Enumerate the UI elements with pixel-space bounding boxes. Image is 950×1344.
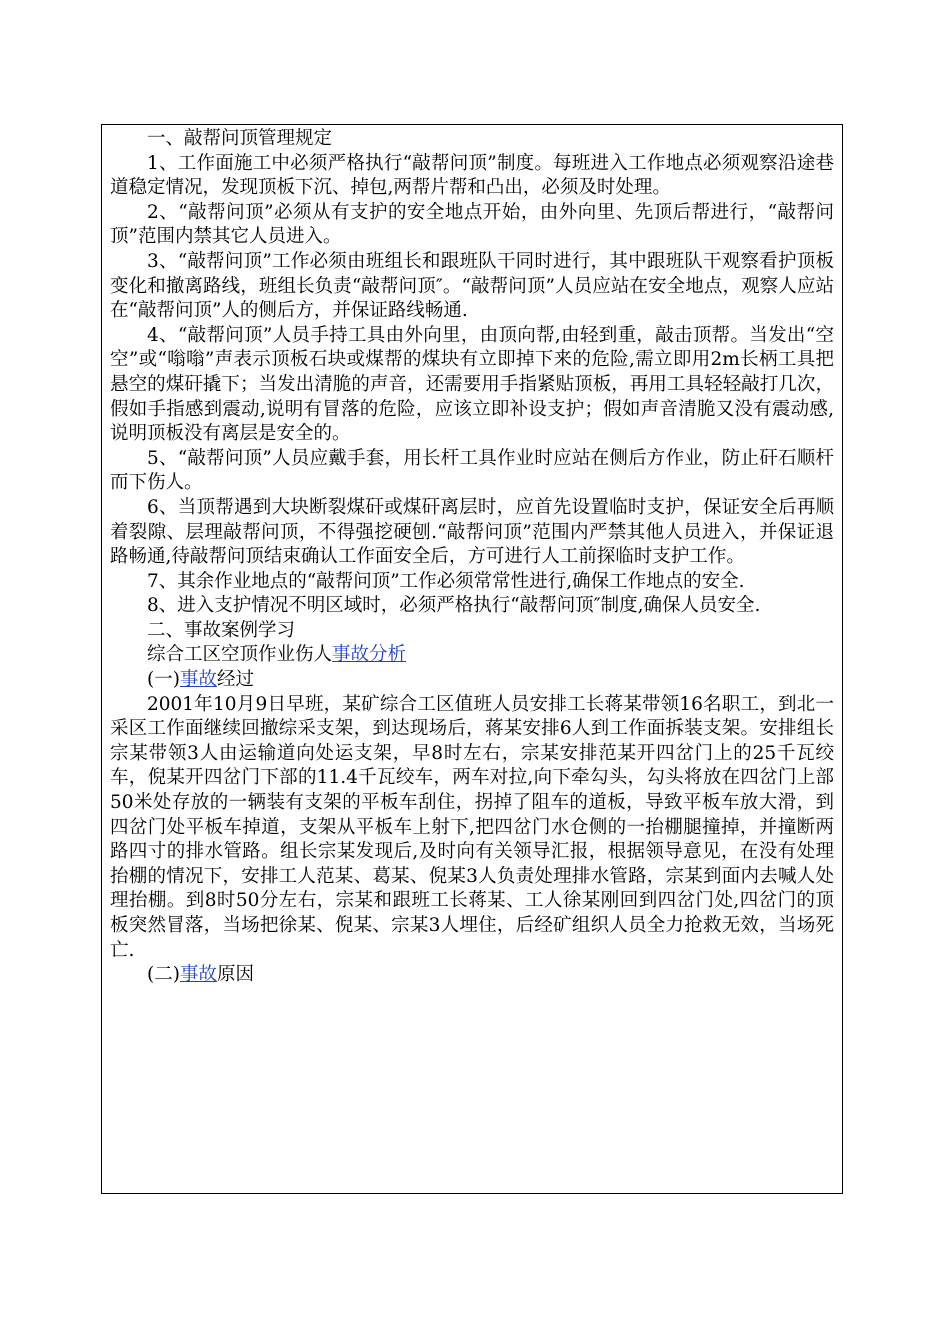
part-2-label: 原因 xyxy=(216,964,254,986)
part-1-heading xyxy=(110,668,834,693)
section-heading-rules: 一、敲帮问顶管理规定 xyxy=(147,128,333,149)
rule-1: 1、工作面施工中必须严格执行“敲帮问顶”制度。每班进入工作地点必须观察沿途巷道稳定情况，发现顶板下沉、掉包,两帮片帮和凸出，必须及时处理。 xyxy=(110,152,834,199)
rule-8: 8、进入支护情况不明区域时，必须严格执行“敲帮问顶″制度,确保人员安全. xyxy=(147,595,761,617)
rule-7: 7、其余作业地点的“敲帮问顶”工作必须常常性进行,确保工作地点的安全. xyxy=(147,570,745,592)
document-body xyxy=(110,127,834,988)
case-title-text: 综合工区空顶作业伤人 xyxy=(147,644,333,666)
accident-narrative: 2001年10月9日早班，某矿综合工区值班人员安排工长蒋某带领16名职工，到北一采区工作面继续回撤综采支架，到达现场后，蒋某安排6人到工作面拆装支架。安排组长宗某带领3人由运输道向处运支架，早8时左右，宗某安排范某开四岔门上的25千瓦绞车，倪某开四岔门下部的11.4千瓦绞车，两车对拉,向下牵勾头，勾头将放在四岔门上部50米处存放的一辆装有支架的平板车刮住，拐掉了阻车的道板，导致平板车放大滑，到四岔门处平板车掉道，支架从平板车上射下,把四岔门水仓侧的一抬棚腿撞掉，并撞断两路四寸的排水管路。组长宗某发现后,及时向有关领导汇报，根据领导意见，在没有处理抬棚的情况下，安排工人范某、葛某、倪某3人负责处理排水管路，宗某到面内去喊人处理抬棚。到8时50分左右，宗某和跟班工长蒋某、工人徐某刚回到四岔门处,四岔门的顶板突然冒落，当场把徐某、倪某、宗某3人埋住，后经矿组织人员全力抢救无效，当场死亡. xyxy=(110,693,834,961)
rule-4: 4、“敲帮问顶”人员手持工具由外向里，由顶向帮,由轻到重，敲击顶帮。当发出“空空”或“嗡嗡”声表示顶板石块或煤帮的煤块有立即掉下来的危险,需立即用2m长柄工具把悬空的煤矸撬下；当发出清脆的声音，还需要用手指紧贴顶板，再用工具轻轻敲打几次，假如手指感到震动,说明有冒落的危险，应该立即补设支护；假如声音清脆又没有震动感,说明顶板没有离层是安全的。 xyxy=(110,324,834,445)
rule-3: 3、“敲帮问顶”工作必须由班组长和跟班队干同时进行，其中跟班队干观察看护顶板变化和撤离路线，班组长负责“敲帮问顶″。“敲帮问顶”人员应站在安全地点，观察人应站在“敲帮问顶”人的侧后方，并保证路线畅通. xyxy=(110,250,834,322)
part-1-number: (一) xyxy=(147,669,180,691)
part-1-label: 经过 xyxy=(216,669,254,691)
rule-5: 5、“敲帮问顶”人员应戴手套，用长杆工具作业时应站在侧后方作业，防止矸石顺杆而下伤人。 xyxy=(110,447,834,494)
accident-link-2[interactable]: 事故 xyxy=(179,964,217,986)
accident-link-1[interactable]: 事故 xyxy=(179,669,217,691)
accident-analysis-link[interactable]: 事故分析 xyxy=(332,644,407,666)
part-2-heading xyxy=(110,963,834,988)
rule-2: 2、“敲帮问顶”必须从有支护的安全地点开始，由外向里、先顶后帮进行，“敲帮问顶”范围内禁其它人员进入。 xyxy=(110,201,834,248)
part-2-number: (二) xyxy=(147,964,180,986)
case-title xyxy=(110,643,834,668)
rule-6: 6、当顶帮遇到大块断裂煤矸或煤矸离层时，应首先设置临时支护，保证安全后再顺着裂隙、层理敲帮问顶，不得强挖硬刨.“敲帮问顶”范围内严禁其他人员进入，并保证退路畅通,待敲帮问顶结束确认工作面安全后，方可进行人工前探临时支护工作。 xyxy=(110,496,834,568)
section-heading-case-study: 二、事故案例学习 xyxy=(147,619,296,641)
